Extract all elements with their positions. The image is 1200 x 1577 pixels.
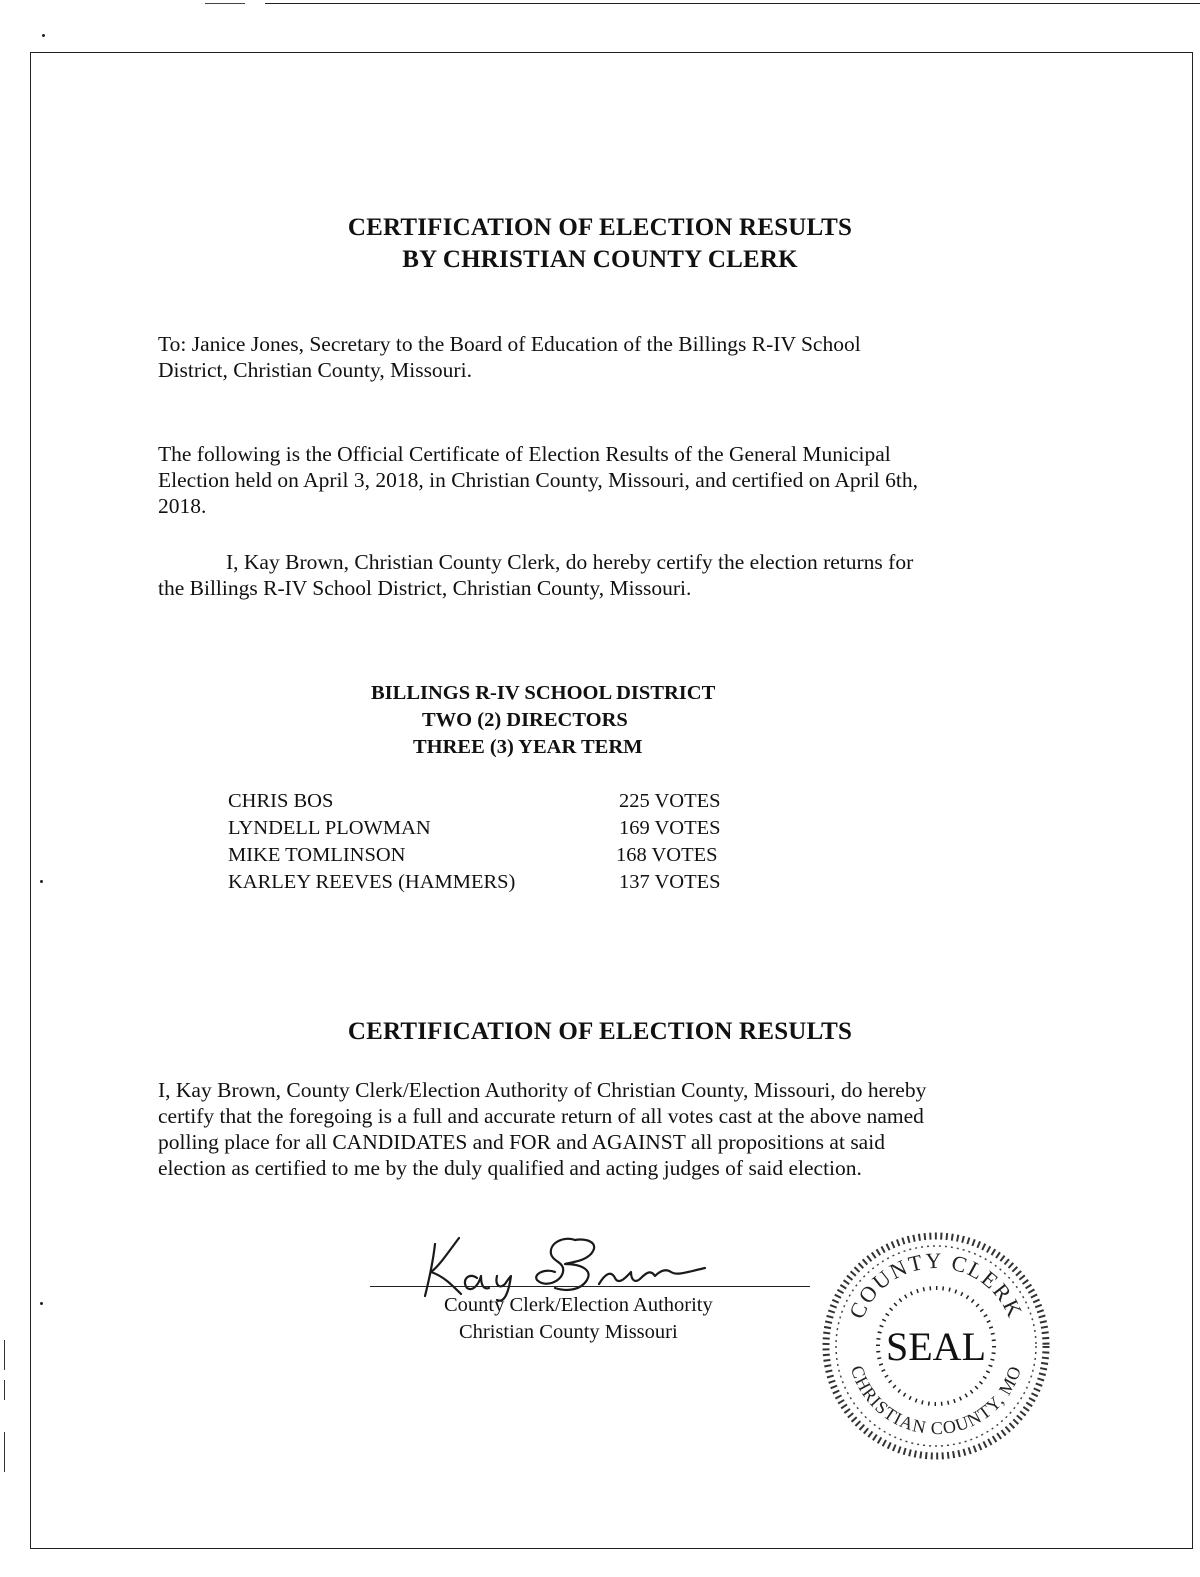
document-subtitle: BY CHRISTIAN COUNTY CLERK [402,246,798,273]
scan-edge-line [265,3,1200,4]
seal-top-text: COUNTY CLERK [843,1247,1029,1323]
intro-paragraph: The following is the Official Certificate of Election Results of the General Municipal Election held on April 3, 2018, in Christian County, Missouri, and certified on April 6th, 2018. [158,442,918,518]
candidate-name: LYNDELL PLOWMAN [228,817,431,839]
result-row [228,788,748,814]
district-term: THREE (3) YEAR TERM [413,736,643,758]
scan-edge-mark [4,1340,5,1370]
certification-heading: CERTIFICATION OF ELECTION RESULTS [347,1018,853,1045]
candidate-name: KARLEY REEVES (HAMMERS) [228,871,516,893]
candidate-votes: 225 VOTES [619,790,721,812]
candidate-name: MIKE TOMLINSON [228,844,406,866]
seal-center-text: SEAL [886,1324,986,1369]
addressee-paragraph: To: Janice Jones, Secretary to the Board of Education of the Billings R-IV School District, Christian County, Missouri. [158,332,861,382]
signer-office: Christian County Missouri [459,1321,678,1343]
candidate-name: CHRIS BOS [228,790,334,812]
candidate-votes: 169 VOTES [619,817,721,839]
result-row [228,815,748,841]
document-title: CERTIFICATION OF ELECTION RESULTS [347,214,853,241]
district-seats: TWO (2) DIRECTORS [422,709,628,731]
certify-statement: I, Kay Brown, Christian County Clerk, do hereby certify the election returns for the Billings R-IV School District, Christian County, Missouri. [158,550,914,600]
seal-bottom-text: CHRISTIAN COUNTY, MO [846,1362,1026,1439]
scan-speck [42,34,45,37]
county-clerk-seal [818,1228,1054,1464]
signer-title: County Clerk/Election Authority [444,1294,713,1316]
candidate-votes: 137 VOTES [619,871,721,893]
result-row [228,842,748,868]
candidate-votes: 168 VOTES [616,844,718,866]
district-name: BILLINGS R-IV SCHOOL DISTRICT [371,682,716,704]
scan-edge-mark [4,1432,5,1472]
result-row [228,869,748,895]
signature-line [370,1286,810,1287]
scan-edge-mark [4,1380,5,1400]
scan-edge-line [205,3,245,4]
certification-body: I, Kay Brown, County Clerk/Election Authority of Christian County, Missouri, do hereby certify that the foregoing is a full and accurate return of all votes cast at the above named polling place for all CANDIDATES and FOR and AGAINST all propositions at said election as certified to me by the duly qualified and acting judges of said election. [158,1078,927,1180]
